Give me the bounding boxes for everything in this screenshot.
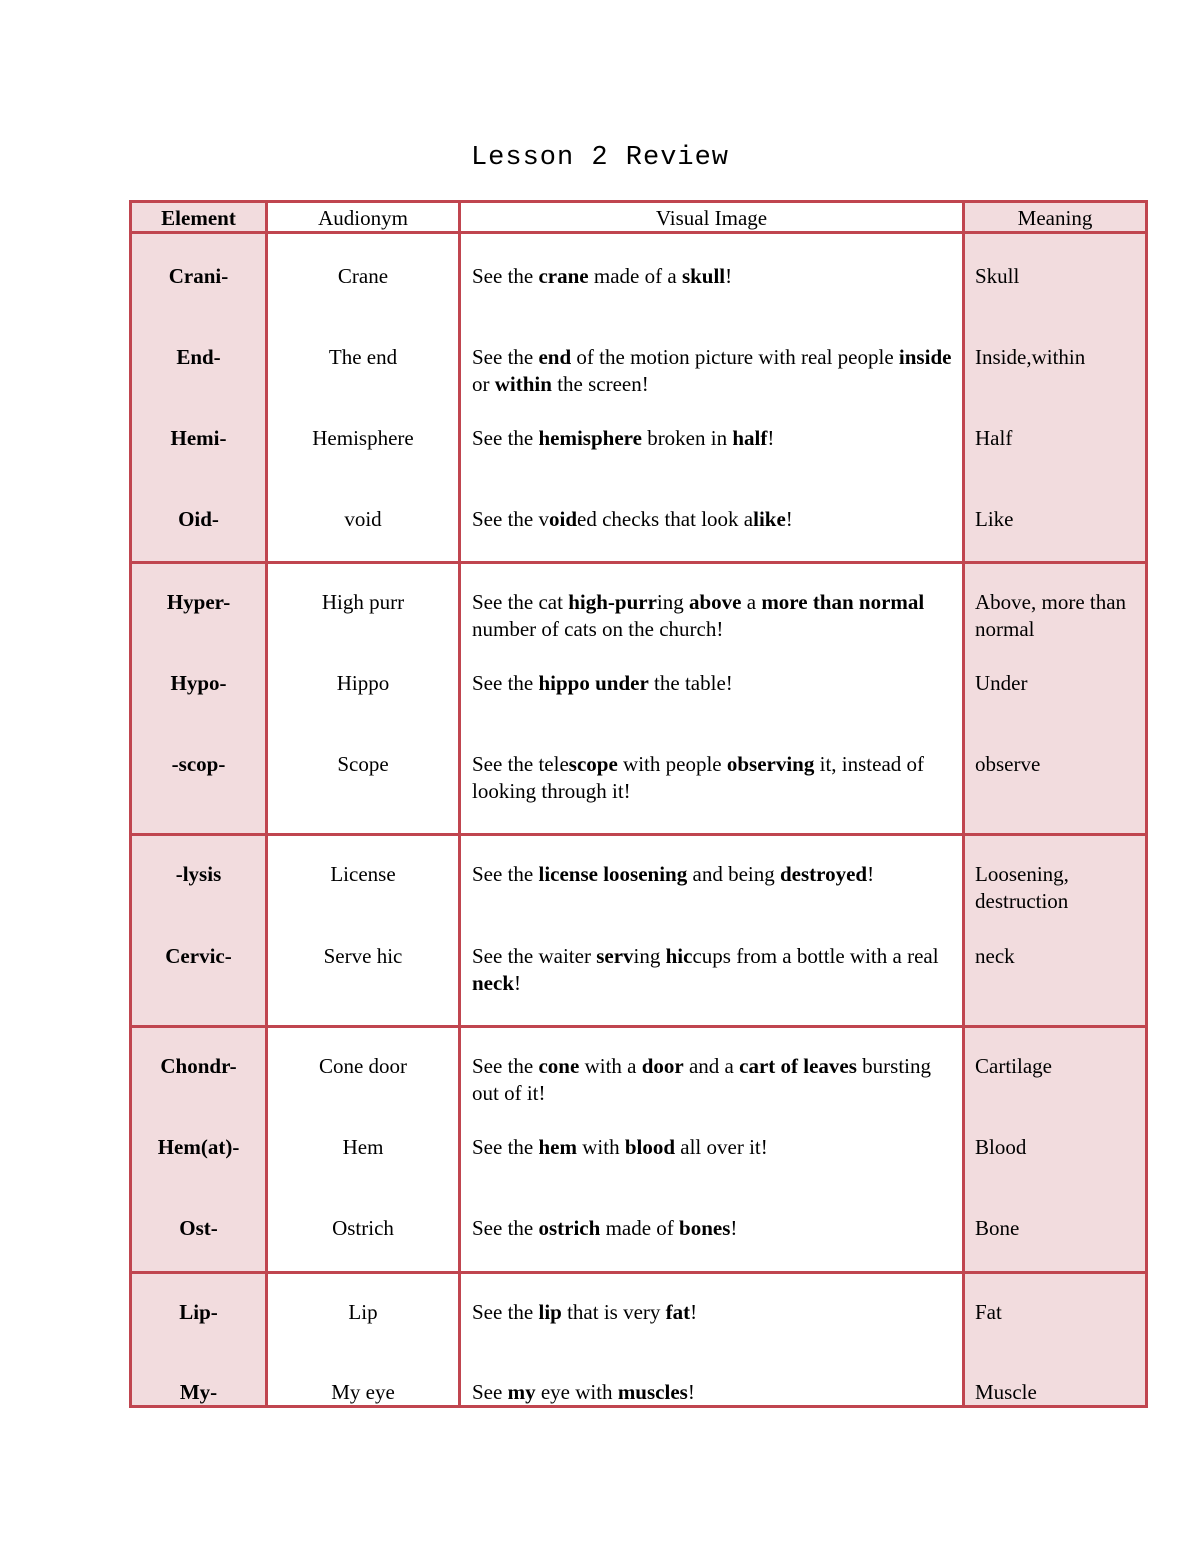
visual-image-cell: See the cone with a door and a cart of leaves bursting out of it! [472,1054,931,1105]
meaning-cell: Fat [975,1300,1002,1324]
audionym-cell: Hem [342,1135,384,1159]
audionym-cell: void [344,507,382,531]
visual-image-cell: See the hippo under the table! [472,671,733,695]
group-divider [132,1025,1145,1028]
element-cell: Hypo- [170,671,227,695]
element-cell: My- [179,1380,218,1404]
meaning-cell: Like [975,507,1014,531]
review-table [129,200,1148,1408]
meaning-cell: Bone [975,1216,1020,1240]
audionym-cell: Ostrich [332,1216,394,1240]
meaning-cell: Inside,within [975,345,1086,369]
meaning-cell: observe [975,752,1041,776]
meaning-cell: Half [975,426,1013,450]
visual-image-cell: See the hemisphere broken in half! [472,426,775,450]
visual-image-cell: See the license loosening and being destroyed! [472,862,875,886]
visual-image-cell: See the ostrich made of bones! [472,1216,738,1240]
header-meaning: Meaning [1017,206,1093,230]
visual-image-cell: See the hem with blood all over it! [472,1135,768,1159]
audionym-cell: Hemisphere [312,426,414,450]
visual-image-cell: See the waiter serving hiccups from a bottle with a real neck! [472,944,939,995]
element-cell: -scop- [171,752,226,776]
audionym-cell: Cone door [318,1054,408,1078]
visual-image-cell: See the crane made of a skull! [472,264,733,288]
element-cell: Lip- [179,1300,218,1324]
audionym-cell: Serve hic [323,944,403,968]
column-divider [458,203,461,1405]
audionym-cell: License [330,862,396,886]
visual-image-cell: See my eye with muscles! [472,1380,695,1404]
element-cell: End- [176,345,221,369]
meaning-cell: neck [975,944,1015,968]
audionym-cell: My eye [331,1380,395,1404]
meaning-cell: Under [975,671,1028,695]
visual-image-cell: See the voided checks that look alike! [472,507,793,531]
page-title: Lesson 2 Review [470,143,730,173]
element-cell: -lysis [175,862,222,886]
visual-image-cell: See the telescope with people observing it, instead of looking through it! [472,752,925,803]
element-cell: Chondr- [160,1054,237,1078]
element-cell: Oid- [178,507,219,531]
header-audionym: Audionym [318,206,408,230]
visual-image-cell: See the cat high-purring above a more than normal number of cats on the church! [472,590,925,641]
element-cell: Hem(at)- [157,1135,240,1159]
audionym-cell: High purr [321,590,405,614]
header-element: Element [161,206,236,230]
meaning-cell: Skull [975,264,1020,288]
audionym-cell: The end [328,345,398,369]
audionym-cell: Hippo [336,671,390,695]
element-cell: Crani- [168,264,229,288]
meaning-cell: Muscle [975,1380,1037,1404]
audionym-cell: Scope [337,752,389,776]
element-cell: Hyper- [166,590,231,614]
audionym-cell: Lip [348,1300,378,1324]
element-cell: Cervic- [165,944,232,968]
meaning-cell: Blood [975,1135,1027,1159]
group-divider [132,561,1145,564]
group-divider [132,1271,1145,1274]
header-visual-image: Visual Image [655,206,768,230]
meaning-cell: Above, more than normal [975,590,1127,641]
visual-image-cell: See the end of the motion picture with real people inside or within the screen! [472,345,952,396]
element-cell: Hemi- [170,426,227,450]
meaning-cell: Cartilage [975,1054,1052,1078]
audionym-cell: Crane [337,264,389,288]
meaning-cell: Loosening, destruction [975,862,1069,913]
column-divider [962,203,965,1405]
group-divider [132,833,1145,836]
element-cell: Ost- [179,1216,218,1240]
visual-image-cell: See the lip that is very fat! [472,1300,698,1324]
